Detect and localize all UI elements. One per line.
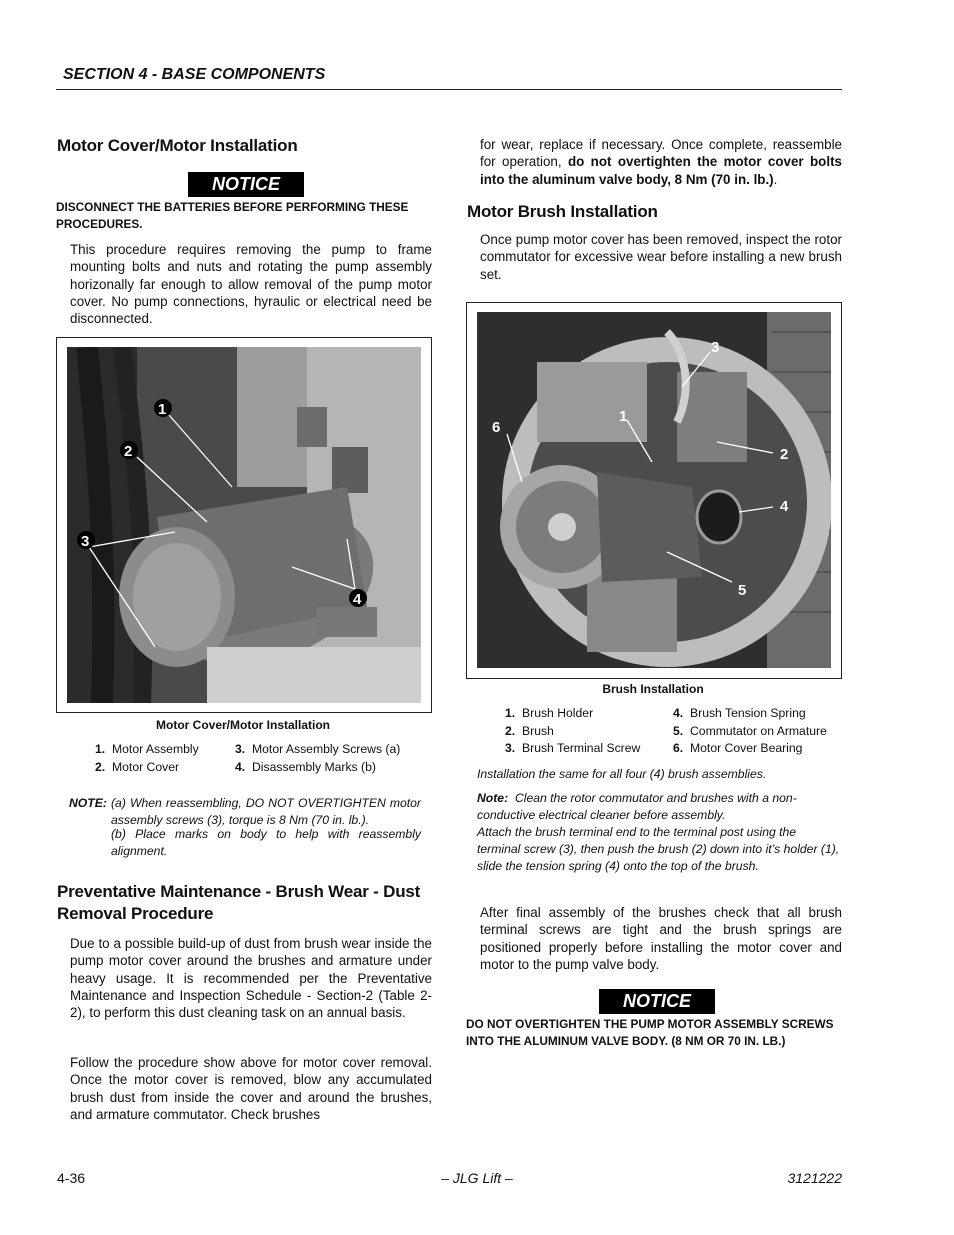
brush-callout-1 xyxy=(619,408,627,425)
motor-note-label: NOTE: xyxy=(69,796,107,810)
motor-photo xyxy=(67,347,421,703)
pm-paragraph-1: Due to a possible build-up of dust from brush wear inside the pump motor cover around the brushes and armature under heavy usage. It is recommended per the Preventative Maintenance and Inspection Schedule - Section-2 (Table 2-2), to perform this dust cleaning task on an annual basis. xyxy=(70,936,432,1021)
header-divider xyxy=(56,89,842,90)
motor-note-b: (b) Place marks on body to help with reassembly alignment. xyxy=(111,827,421,858)
brush-illustration xyxy=(477,312,831,668)
legend-item: 2. Brush xyxy=(505,723,554,738)
brush-install-note: Installation the same for all four (4) brush assemblies. xyxy=(477,767,767,781)
legend-item: 6. Motor Cover Bearing xyxy=(673,741,803,755)
motor-note-a: (a) When reassembling, DO NOT OVERTIGHTEN motor assembly screws (3), torque is 8 Nm (70 in. lb.). xyxy=(111,796,421,827)
legend-item: 1. Brush Holder xyxy=(505,706,594,720)
brush-callout-5 xyxy=(738,582,746,599)
brush-figure xyxy=(466,302,842,679)
motor-legend-col1 xyxy=(95,741,235,776)
brush-heading: Motor Brush Installation xyxy=(467,202,658,221)
motor-cover-figure xyxy=(56,337,432,713)
svg-text:2: 2 xyxy=(124,443,133,460)
svg-text:3: 3 xyxy=(711,339,720,356)
notice-badge-2: NOTICE xyxy=(599,989,715,1014)
brush-legend-col1 xyxy=(505,705,670,758)
legend-item: 5. Commutator on Armature xyxy=(673,723,827,738)
brush-callout-3 xyxy=(711,339,719,356)
svg-text:4: 4 xyxy=(780,498,789,515)
document-number: 3121222 xyxy=(787,1170,842,1186)
motor-legend-col2 xyxy=(235,741,435,776)
brush-figure-caption: Brush Installation xyxy=(602,682,704,696)
svg-text:4: 4 xyxy=(353,591,362,608)
brush-legend-col2 xyxy=(673,705,843,758)
brush-paragraph: Once pump motor cover has been removed, inspect the rotor commutator for excessive wear before installing a new brush set. xyxy=(480,232,842,282)
brush-callout-6 xyxy=(492,419,500,436)
page-number: 4-36 xyxy=(57,1170,86,1186)
pm-paragraph-2: Follow the procedure show above for motor cover removal. Once the motor cover is removed, blow any accumulated brush dust from inside the cover and around the brushes, and armature commutator. Check brushes xyxy=(70,1055,432,1122)
legend-item: 2. Motor Cover xyxy=(95,759,180,774)
brush-callout-2 xyxy=(780,446,788,463)
svg-text:2: 2 xyxy=(780,446,789,463)
motor-illustration xyxy=(67,347,421,703)
brush-callout-4 xyxy=(780,498,789,515)
legend-item: 1. Motor Assembly xyxy=(95,742,199,756)
svg-text:6: 6 xyxy=(492,419,501,436)
svg-text:1: 1 xyxy=(619,408,628,425)
motor-figure-caption: Motor Cover/Motor Installation xyxy=(156,718,330,732)
motor-cover-heading: Motor Cover/Motor Installation xyxy=(57,136,298,155)
brush-photo xyxy=(477,312,831,668)
brush-note: Note: Clean the rotor commutator and brushes with a non-conductive electrical cleaner before assembly. Attach the brush terminal end to the terminal post using the terminal screw (3), then push the brush (2) down into it’s holder (1), slide the tension spring (4) onto the top of the brush. xyxy=(477,791,840,873)
continuation-paragraph: for wear, replace if necessary. Once complete, reassemble for operation, do not overtighten the motor cover bolts into the aluminum valve body, 8 Nm (70 in. lb.). xyxy=(480,137,842,187)
motor-cover-paragraph: This procedure requires removing the pump to frame mounting bolts and nuts and rotating the pump assembly horizonally far enough to allow removal of the pump motor cover. No pump connections, hyraulic or electrical need be disconnected. xyxy=(70,242,432,327)
svg-text:3: 3 xyxy=(81,533,90,550)
notice-text-2: DO NOT OVERTIGHTEN THE PUMP MOTOR ASSEMBLY SCREWS INTO THE ALUMINUM VALVE BODY. (8 NM OR 70 IN. LB.) xyxy=(466,1017,834,1048)
svg-text:1: 1 xyxy=(158,401,167,418)
svg-text:5: 5 xyxy=(738,582,747,599)
legend-item: 4. Brush Tension Spring xyxy=(673,706,806,720)
pm-heading: Preventative Maintenance - Brush Wear - Dust Removal Procedure xyxy=(57,882,421,923)
notice-text: DISCONNECT THE BATTERIES BEFORE PERFORMING THESE PROCEDURES. xyxy=(56,200,409,231)
legend-item: 3. Brush Terminal Screw xyxy=(505,741,641,755)
legend-item: 3. Motor Assembly Screws (a) xyxy=(235,742,401,756)
section-header: SECTION 4 - BASE COMPONENTS xyxy=(63,66,326,83)
footer-center: – JLG Lift – xyxy=(441,1170,513,1186)
legend-item: 4. Disassembly Marks (b) xyxy=(235,759,376,774)
after-assembly-paragraph: After final assembly of the brushes check that all brush terminal screws are tight and the brush springs are positioned properly before installing the motor cover and motor to the pump valve body. xyxy=(480,905,842,972)
notice-badge: NOTICE xyxy=(188,172,304,197)
